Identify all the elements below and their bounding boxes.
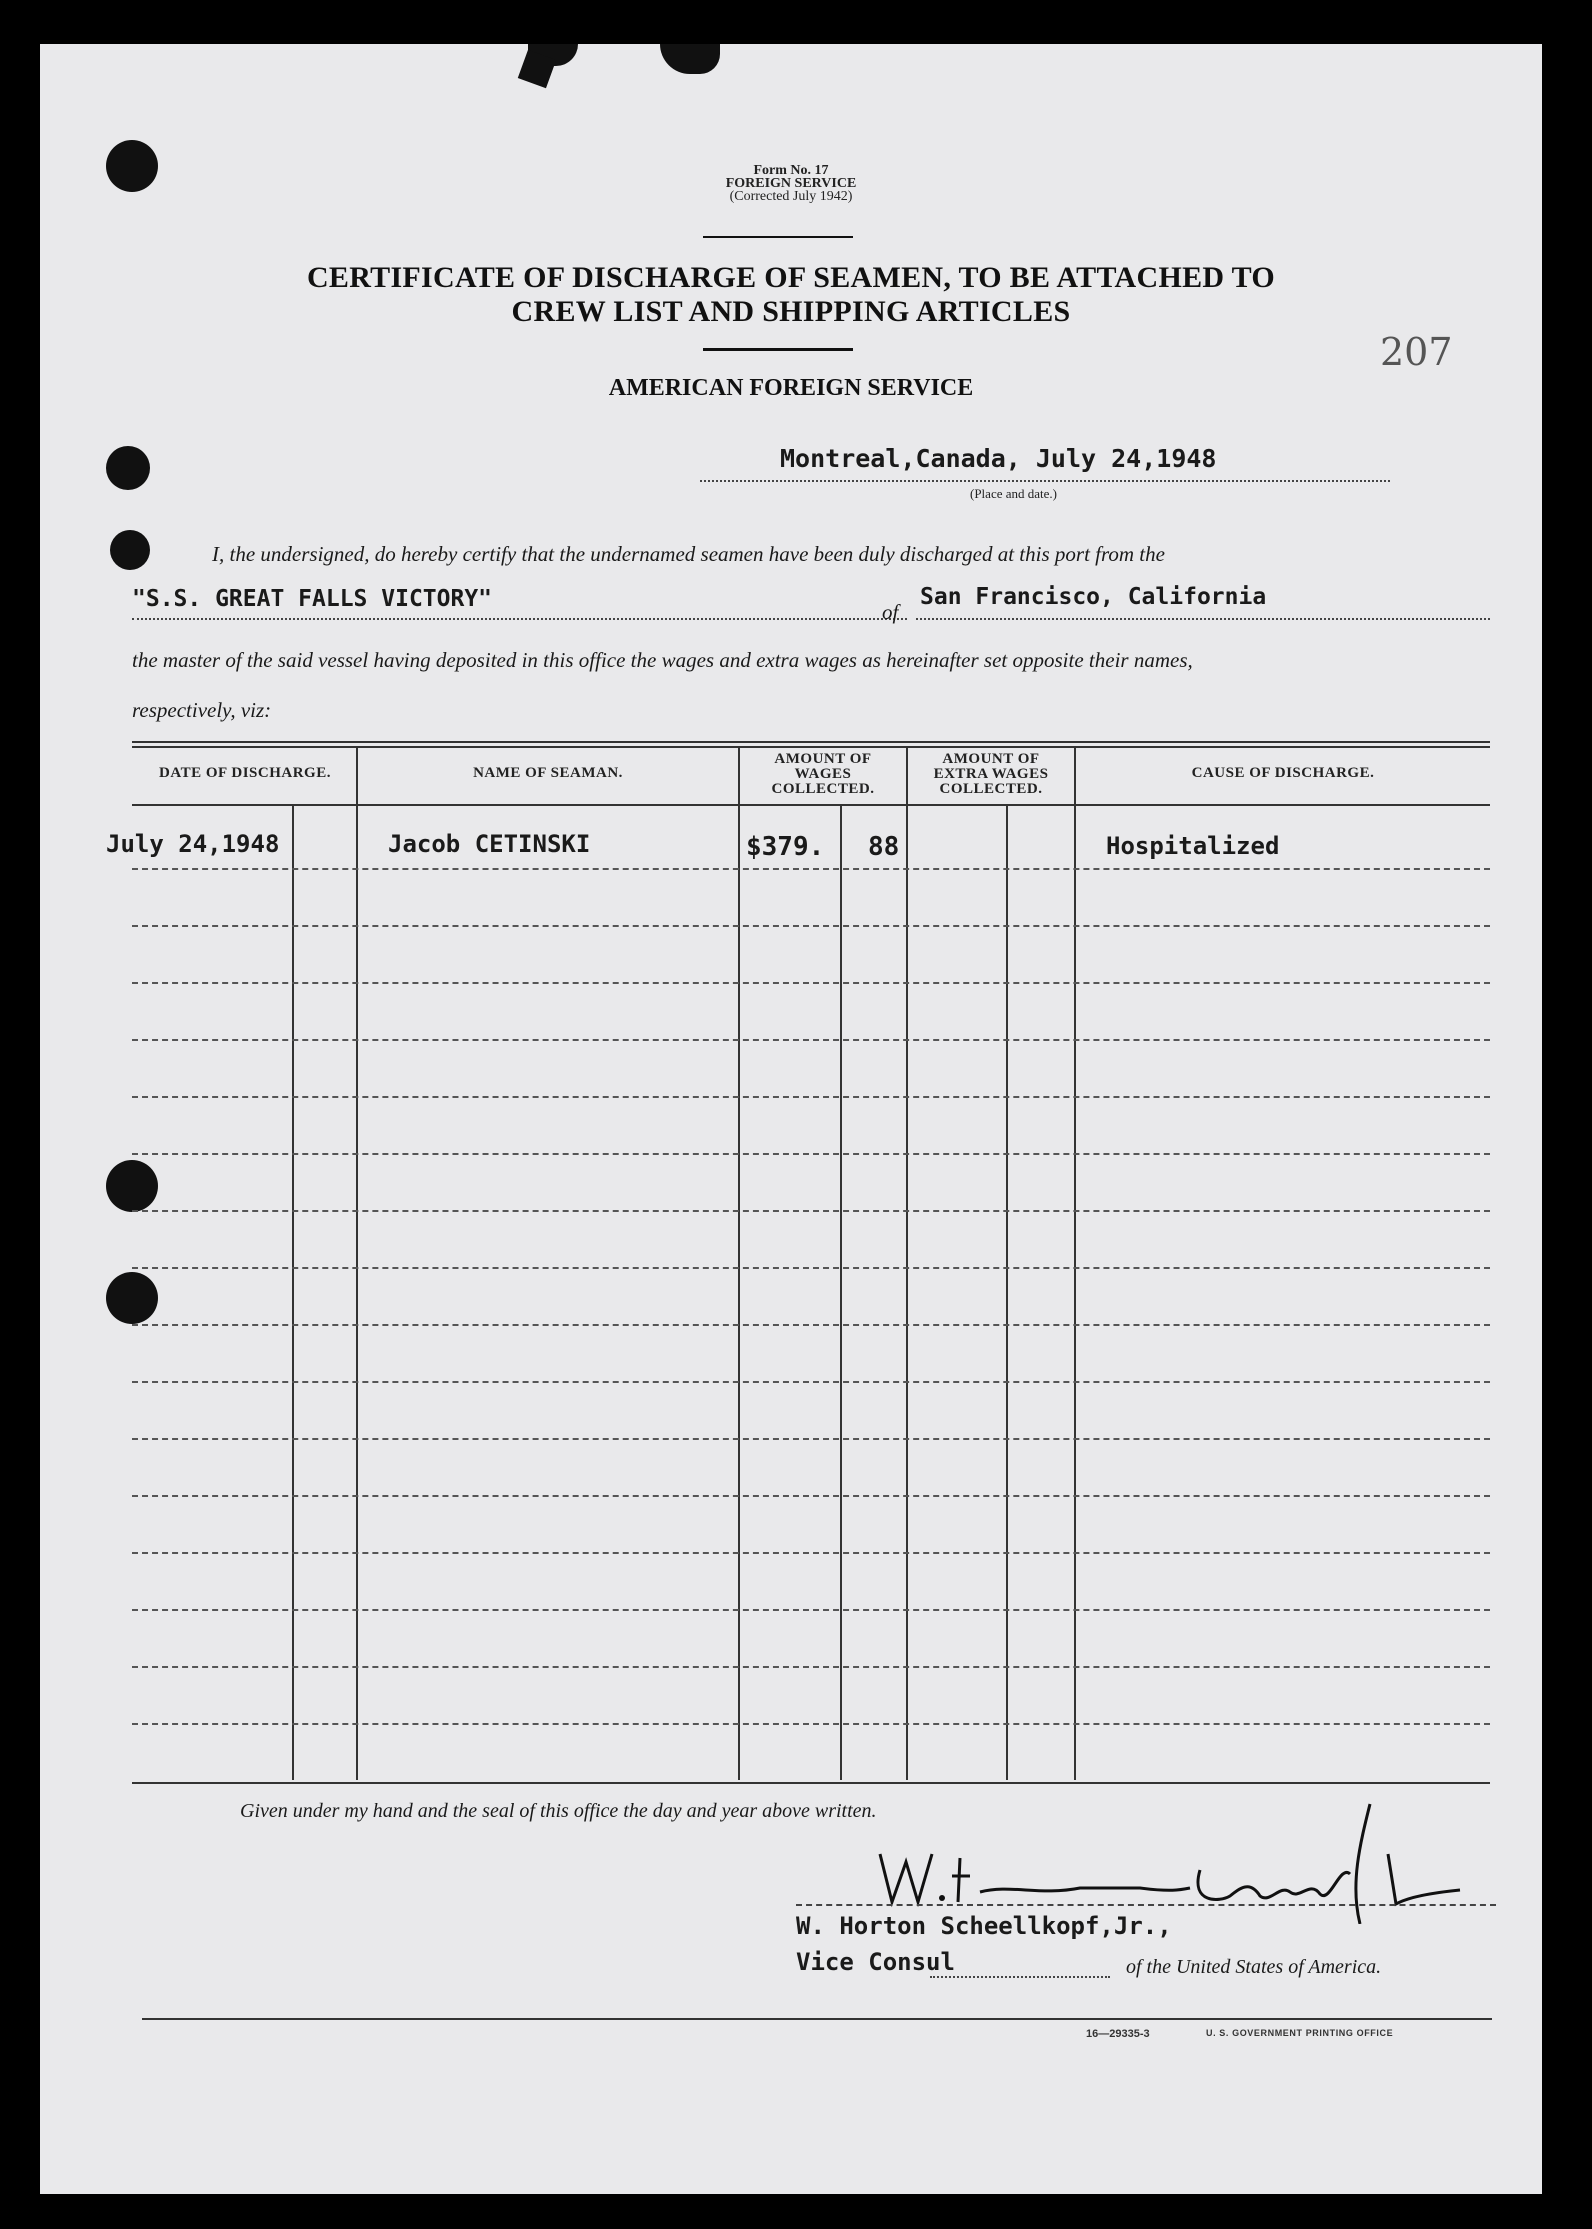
table-row-line <box>132 1324 1490 1326</box>
title-line-2: CREW LIST AND SHIPPING ARTICLES <box>511 295 1071 328</box>
column-divider <box>356 746 358 1780</box>
place-date-line <box>700 480 1390 482</box>
printer-name: U. S. GOVERNMENT PRINTING OFFICE <box>1206 2028 1394 2038</box>
header-wages: AMOUNT OF WAGES COLLECTED. <box>771 751 875 797</box>
punch-hole <box>110 530 150 570</box>
closing-statement: Given under my hand and the seal of this office the day and year above written. <box>240 1800 877 1822</box>
table-row-line <box>132 868 1490 870</box>
agency-name: AMERICAN FOREIGN SERVICE <box>608 375 974 401</box>
column-divider <box>1074 746 1076 1780</box>
certification-intro: I, the undersigned, do hereby certify that the undernamed seamen have been duly discharged at this port from the <box>212 542 1165 566</box>
place-date-field: Montreal,Canada, July 24,1948 <box>780 444 1217 473</box>
table-row-line <box>132 1267 1490 1269</box>
header-extra-wages: AMOUNT OF EXTRA WAGES COLLECTED. <box>933 751 1049 797</box>
signer-title: Vice Consul <box>796 1948 955 1976</box>
column-subdivider <box>292 804 294 1780</box>
signature <box>840 1784 1500 1924</box>
row-date: July 24,1948 <box>106 830 280 858</box>
column-divider <box>906 746 908 1780</box>
form-revision: (Corrected July 1942) <box>729 189 853 204</box>
table-row-line <box>132 982 1490 984</box>
of-country: of the United States of America. <box>1126 1956 1382 1978</box>
form-number: Form No. 17 <box>753 163 829 178</box>
table-row-line <box>132 1495 1490 1497</box>
signature-line <box>796 1904 1496 1906</box>
header-name: NAME OF SEAMAN. <box>473 765 623 781</box>
form-series: FOREIGN SERVICE <box>725 176 857 191</box>
title-line-1: CERTIFICATE OF DISCHARGE OF SEAMEN, TO BE ATTACHED TO <box>306 261 1276 294</box>
page-number: 207 <box>1380 330 1453 374</box>
of-word: of <box>882 600 899 624</box>
row-wages-dollars: $379. <box>746 832 825 862</box>
table-row-line <box>132 1438 1490 1440</box>
table-row-line <box>132 1723 1490 1725</box>
table-top-rule <box>132 741 1490 743</box>
row-name: Jacob CETINSKI <box>388 830 591 858</box>
punch-hole <box>106 1160 158 1212</box>
divider <box>703 348 853 351</box>
title-line <box>930 1976 1110 1978</box>
certification-line-3: respectively, viz: <box>132 698 272 722</box>
column-subdivider <box>840 804 842 1780</box>
table-row-line <box>132 1153 1490 1155</box>
punch-hole <box>106 1272 158 1324</box>
table-top-rule <box>132 746 1490 748</box>
table-row-line <box>132 1039 1490 1041</box>
column-divider <box>738 746 740 1780</box>
print-code: 16—29335-3 <box>1086 2028 1150 2040</box>
divider <box>703 236 853 238</box>
punch-hole <box>106 446 150 490</box>
header-cause: CAUSE OF DISCHARGE. <box>1191 765 1375 781</box>
document-title <box>40 261 1542 329</box>
table-row-line <box>132 1381 1490 1383</box>
row-wages-cents: 88 <box>868 832 900 862</box>
certification-line-2: the master of the said vessel having deposited in this office the wages and extra wages as hereinafter set opposite their names, <box>132 648 1193 672</box>
vessel-name: "S.S. GREAT FALLS VICTORY" <box>132 586 493 612</box>
footer-rule <box>142 2018 1492 2020</box>
form-number-block <box>40 164 1542 203</box>
column-subdivider <box>1006 804 1008 1780</box>
table-row-line <box>132 1666 1490 1668</box>
vessel-line <box>132 618 907 620</box>
header-date: DATE OF DISCHARGE. <box>159 765 331 781</box>
table-row-line <box>132 1609 1490 1611</box>
table-row-line <box>132 925 1490 927</box>
table-row-line <box>132 1552 1490 1554</box>
table-header-rule <box>132 804 1490 806</box>
row-cause: Hospitalized <box>1106 832 1280 860</box>
signer-name: W. Horton Scheellkopf,Jr., <box>796 1912 1172 1940</box>
place-date-caption: (Place and date.) <box>970 486 1057 501</box>
table-row-line <box>132 1096 1490 1098</box>
table-row-line <box>132 1210 1490 1212</box>
home-port: San Francisco, California <box>920 584 1267 610</box>
home-port-line <box>916 618 1490 620</box>
edge-damage <box>660 44 720 74</box>
document-page <box>40 44 1542 2194</box>
